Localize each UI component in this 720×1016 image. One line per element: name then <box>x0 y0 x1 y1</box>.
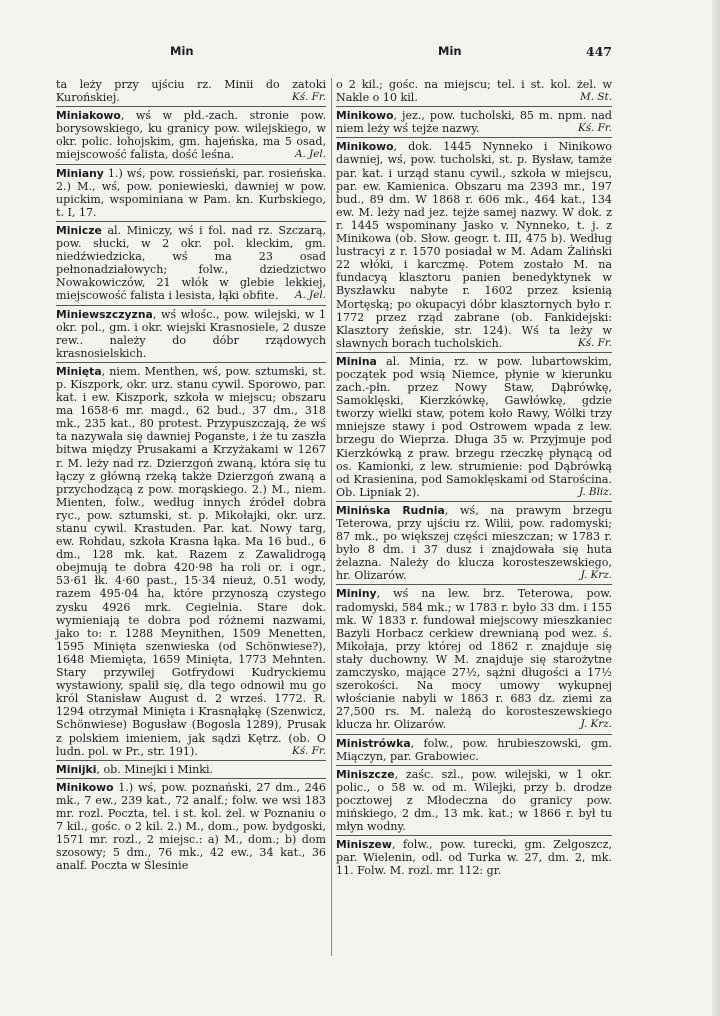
entry-text: al. Miniczy, wś i fol. nad rz. Szczarą, pow. słucki, w 2 okr. pol. kleckim, gm. niedźwiedzicka, wś ma 23 osad pełnonadziałowych; folw., dziedzictwo Nowakowiczów, 21 włók w glebie lekkiej, miejscowość falista i lesista, łąki obfite. <box>56 223 326 303</box>
entry-headword: Minięta <box>56 364 102 378</box>
entry-headword: Minińska Rudnia <box>336 503 445 517</box>
dictionary-entry <box>56 778 326 873</box>
running-head-left: Min <box>170 44 194 58</box>
entry-text: , wś na lew. brz. Teterowa, pow. radomyski, 584 mk.; w 1783 r. było 33 dm. i 155 mk. W 1833 r. fundował miejscowy mieszkaniec Bazyli Horbacz cerkiew drewnianą pod wez. ś. Mikołaja, przy której od 1862 r. znajduje się stały duchowny. W M. znajduje się starożytne zamczysko, mające 27½, sążni długości a 17½ szerokości. Na mocy umowy wykupnej włościanie nabyli w 1863 r. 683 dz. ziemi za 27,500 rs. M. należą do korosteszewskiego klucza hr. Olizarów. <box>336 587 612 732</box>
entry-headword: Minina <box>336 354 377 368</box>
entry-headword: Mininy <box>336 587 377 601</box>
author-signature: Kś. Fr. <box>291 744 326 757</box>
dictionary-entry <box>56 164 326 219</box>
entry-headword: Ministrówka <box>336 736 411 750</box>
entry-headword: Minikowo <box>336 109 394 123</box>
author-signature: J. Krz. <box>580 718 612 731</box>
entry-text: , dok. 1445 Nynneko i Ninikowo dawniej, wś, pow. tucholski, st. p. Bysław, tamże par. kat. i urząd stanu cywil., szkoła w miejscu, par. ew. Kamienica. Obszaru ma 2393 mr., 197 bud., 89 dm. W 1868 r. 606 mk., 464 kat., 134 ew. M. leży nad jez. tejże samej nazwy. W dok. z r. 1445 wspominany Jasko v. Nynneko, t. j. z Minikowa (ob. Słow. geogr. t. III, 475 b). Według lustracyi z r. 1570 posiadał w M. Adam Żaliński 22 włóki, i karczmę. Potem zostało M. na fundacyą klasztoru panien benedyktynek w Byszławku nabyte r. 1602 przez ksienią Mortęską; po okupacyi dóbr klasztornych było r. 1772 przez rząd zabrane (ob. Fankidejski: Klasztory żeńskie, str. 124). Wś ta leży w sławnych borach tucholskich. <box>336 140 612 350</box>
entry-text: o 2 kil.; gośc. na miejscu; tel. i st. kol. żel. w Nakle o 10 kil. <box>336 78 612 105</box>
entry-text: , wś w płd.-zach. stronie pow. borysowskiego, ku granicy pow. wilejskiego, w okr. polic. łohojskim, gm. hajeńska, ma 5 osad, miejscowość falista, dość leśna. <box>56 109 326 162</box>
left-column <box>56 78 326 872</box>
dictionary-entry <box>56 362 326 758</box>
dictionary-entry <box>336 352 612 499</box>
entry-headword: Miniany <box>56 166 104 180</box>
entry-text: , ob. Minejki i Minki. <box>96 762 214 776</box>
author-signature: Kś. Fr. <box>577 122 612 135</box>
dictionary-entry <box>336 137 612 350</box>
dictionary-entry <box>56 305 326 360</box>
page-number: 447 <box>585 44 612 59</box>
entry-text: , zaśc. szl., pow. wilejski, w 1 okr. polic., o 58 w. od m. Wilejki, przy b. drodze pocztowej z Młodeczna do granicy pow. mińskiego, 2 dm., 13 mk. kat.; w 1866 r. był tu młyn wodny. <box>336 767 612 834</box>
dictionary-entry <box>336 78 612 104</box>
page-edge <box>712 0 720 1016</box>
dictionary-entry <box>336 835 612 877</box>
entry-text: , folw., pow. hrubieszowski, gm. Miączyn, par. Grabowiec. <box>336 736 612 763</box>
right-column <box>336 78 612 877</box>
dictionary-entry <box>56 221 326 303</box>
author-signature: Kś. Fr. <box>577 336 612 349</box>
author-signature: Kś. Fr. <box>291 91 326 104</box>
dictionary-entry <box>56 106 326 161</box>
entry-text: al. Minia, rz. w pow. lubartowskim, początek pod wsią Niemce, płynie w kierunku zach.-płn. przez Nowy Staw, Dąbrówkę, Samoklęski, Kierzkówkę, Gawłówkę, gdzie tworzy wielki staw, potem koło Rawy, Wólki trzy mniejsze stawy i pod Ostrowem wpada z lew. brzegu do Wieprza. Długa 35 w. Przyjmuje pod Kierzkówką z praw. brzegu rzeczkę płynącą od os. Kamionki, z lew. strumienie: pod Dąbrówką od Krasienina, pod Samoklęskami od Starościna. Ob. Lipniak 2). <box>336 354 612 499</box>
entry-text: , niem. Menthen, wś, pow. sztumski, st. p. Kiszpork, okr. urz. stanu cywil. Sporowo, par. kat. i ew. Kiszpork, szkoła w miejscu; obszaru ma 1658·6 mr. magd., 62 bud., 37 dm., 318 mk., 235 kat., 80 protest. Przypuszczają, że wś ta nazywała się dawniej Poganste, i że tu zaszła bitwa między Prusakami a Krzyżakami w 1267 r. M. leży nad rz. Dzierzgoń zwaną, która się tu łączy z główną rzeką także Dzierzgoń zwaną a przychodzącą z pow. morąskiego. 2.) M., niem. Mienten, folw., według innych źródeł dobra ryc., pow. sztumski, st. p. Mikołajki, okr. urz. stanu cywil. Krastuden. Par. kat. Nowy targ, ew. Rohdau, szkoła Krasna łąka. Ma 16 bud., 6 dm., 128 mk. kat. Razem z Zawalidrogą obejmują te dobra 420·98 ha roli or. i ogr., 53·61 łk. 4·60 past., 15·34 nieuż, 0.51 wody, razem 495·04 ha, które przynoszą czystego zysku 4926 mrk. Cegielnia. Stare dok. wymieniają te dobra pod różnemi nazwami, jako to: r. 1288 Meynithen, 1509 Menetten, 1595 Minięta szenwieska (od Schönwiese?), 1648 Miemięta, 1659 Minięta, 1773 Mehnten. Stary przywilej Gotfrydowi Kudryckiemu wystawiony, spalił się, dla tego odnowił mu go król Stanisław August d. 2 wrześ. 1772. R. 1294 otrzymał Minięta i Krasnąłąkę (Szenwicz, Schönwiese) Bogusław (Bogosla 1289), Prusak z polskiem imieniem, jak sądzi Kętrz. (ob. O ludn. pol. w Pr., str. 191). <box>56 364 326 758</box>
entry-headword: Miniszew <box>336 838 392 852</box>
entry-headword: Minijki <box>56 762 97 776</box>
author-signature: J. Bliz. <box>578 485 612 498</box>
entry-text: , wś, na prawym brzegu Teterowa, przy ujściu rz. Wilii, pow. radomyski; 87 mk., po większej części mieszczan; w 1783 r. było 8 dm. i 37 dusz i znajdowała się huta żelazna. Należy do klucza korosteszewskiego, hr. Olizarów. <box>336 503 612 583</box>
dictionary-entry <box>336 734 612 763</box>
entry-headword: Miniakowo <box>56 109 121 123</box>
dictionary-entry <box>336 106 612 135</box>
dictionary-entry <box>336 501 612 583</box>
author-signature: M. St. <box>580 91 612 104</box>
author-signature: A. Jel. <box>294 148 326 161</box>
column-divider <box>331 78 332 956</box>
entry-headword: Miniewszczyzna <box>56 307 153 321</box>
entry-text: ta leży przy ujściu rz. Minii do zatoki Kurońskiej. <box>56 78 326 105</box>
author-signature: J. Krz. <box>580 569 612 582</box>
dictionary-entry <box>336 584 612 731</box>
running-head-center: Min <box>438 44 462 58</box>
entry-text: 1.) wś, pow. poznański, 27 dm., 246 mk., 7 ew., 239 kat., 72 analf.; folw. we wsi 183 mr. rozl. Poczta, tel. i st. kol. żel. w Poznaniu o 7 kil., gośc. o 2 kil. 2.) M., dom., pow. bydgoski, 1571 mr. rozl., 2 miejsc.: a) M., dom.; b) dom szosowy; 5 dm., 76 mk., 42 ew., 34 kat., 36 analf. Poczta w Ślesinie <box>56 780 326 873</box>
dictionary-entry <box>56 760 326 776</box>
entry-headword: Minikowo <box>56 780 114 794</box>
author-signature: A. Jel. <box>294 289 326 302</box>
entry-text: , wś włośc., pow. wilejski, w 1 okr. pol., gm. i okr. wiejski Krasnosiele, 2 dusze rew.. należy do dóbr rządowych krasnosielskich. <box>56 307 326 360</box>
entry-headword: Minikowo <box>336 140 394 154</box>
dictionary-entry <box>336 765 612 833</box>
entry-text: 1.) wś, pow. rossieński, par. rosieńska. 2.) M., wś, pow. poniewieski, dawniej w pow. upickim, wspominiana w Pam. kn. Kurbskiego, t. I, 17. <box>56 166 326 219</box>
entry-headword: Minicze <box>56 223 102 237</box>
entry-headword: Miniszcze <box>336 767 395 781</box>
entry-text: , jez., pow. tucholski, 85 m. npm. nad niem leży wś tejże nazwy. <box>336 109 612 136</box>
running-head <box>52 44 612 62</box>
entry-text: , folw., pow. turecki, gm. Zelgoszcz, par. Wielenin, odl. od Turka w. 27, dm. 2, mk. 11. Folw. M. rozl. mr. 112: gr. <box>336 838 612 878</box>
dictionary-entry <box>56 78 326 104</box>
